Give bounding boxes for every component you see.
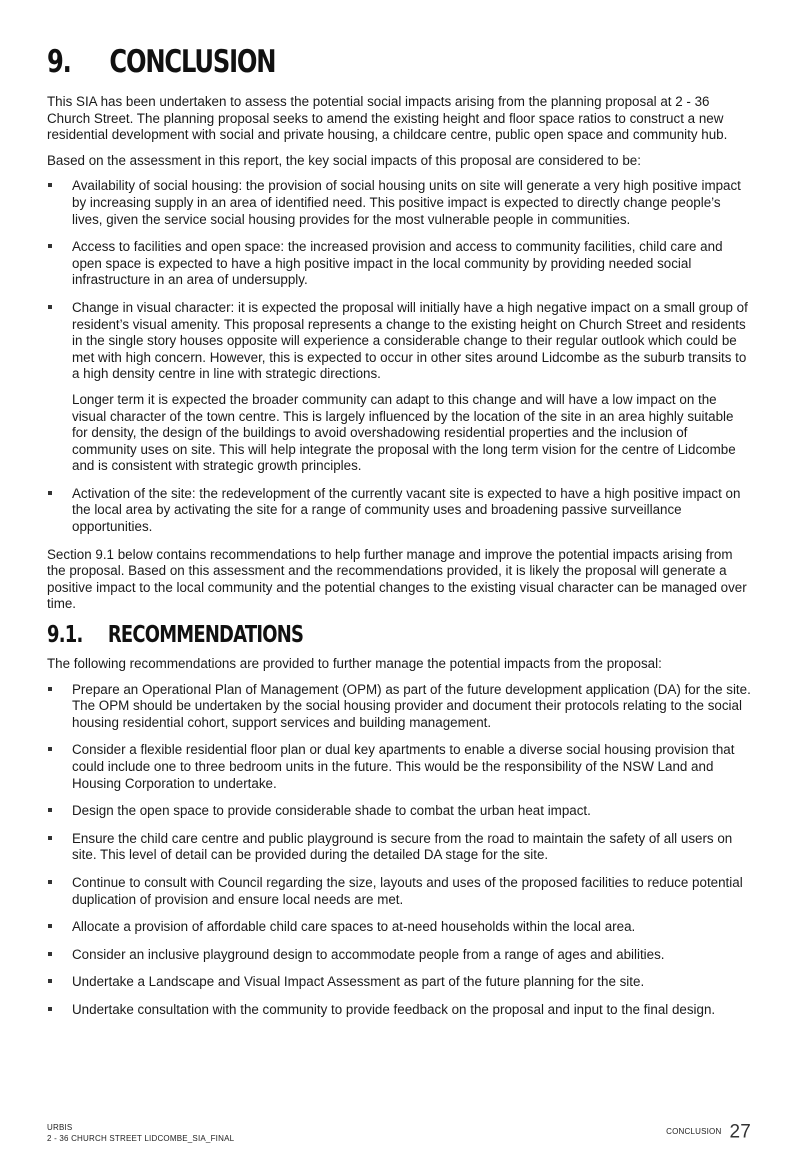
list-item: Undertake consultation with the community to provide feedback on the proposal and input to the final design. (47, 1002, 751, 1019)
list-item: Consider a flexible residential floor plan or dual key apartments to enable a diverse social housing provision that could include one to three bedroom units in the future. This would be the responsibility of the NSW Land and Housing Corporation to undertake. (47, 742, 751, 792)
intro-lead-in: Based on the assessment in this report, the key social impacts of this proposal are considered to be: (47, 152, 641, 168)
list-item: Activation of the site: the redevelopment of the currently vacant site is expected to have a high positive impact on the local area by activating the site for a range of community uses and broadening passive surveillance opportunities. (47, 486, 751, 536)
intro-paragraph: This SIA has been undertaken to assess the potential social impacts arising from the planning proposal at 2 - 36 Church Street. The planning proposal seeks to amend the existing height and floor space ratios to construct a new residential development with social and private housing, a childcare centre, public open space and community hub. (47, 94, 728, 143)
bullet-icon (48, 979, 52, 983)
section-title: CONCLUSION (109, 44, 276, 80)
document-page (47, 0, 751, 1155)
recommendations-list (47, 682, 751, 1019)
list-item: Undertake a Landscape and Visual Impact Assessment as part of the future planning for the site. (47, 974, 751, 991)
list-item: Change in visual character: it is expected the proposal will initially have a high negative impact on a small group of resident’s visual amenity. This proposal represents a change to the existing height on Church Street and residents in the single story houses opposite will experience a considerable change to their regular outlook which could be met with high concern. However, this is expected to occur in other sites around Lidcombe as the suburb transits to a high density centre in line with strategic directions. Longer term it is expected the broader community can adapt to this change and will have a low impact on the visual character of the town centre. This is largely influenced by the location of the site in an area highly suitable for density, the design of the buildings to avoid overshadowing residential properties and the inclusion of community uses on site. This will help integrate the proposal with the long term vision for the centre of Lidcombe and is consistent with strategic growth principles. (47, 300, 751, 475)
bullet-icon (48, 1007, 52, 1011)
subsection-heading (47, 622, 596, 648)
footer-company: URBIS (47, 1123, 73, 1132)
recommendations-intro: The following recommendations are provided to further manage the potential impacts from the proposal: (47, 656, 662, 672)
footer-section: CONCLUSION (666, 1127, 722, 1137)
list-item: Design the open space to provide considerable shade to combat the urban heat impact. (47, 803, 751, 820)
list-item-continuation: Longer term it is expected the broader community can adapt to this change and will have a low impact on the visual character of the town centre. This is largely influenced by the location of the site in an area highly suitable for density, the design of the buildings to avoid overshadowing residential properties and the inclusion of community uses on site. This will help integrate the proposal with the long term vision for the centre of Lidcombe and is consistent with strategic growth principles. (72, 391, 736, 474)
footer-right (666, 1121, 751, 1143)
bullet-icon (48, 880, 52, 884)
page-title (47, 44, 275, 80)
bullet-icon (48, 244, 52, 248)
footer-document-name: 2 - 36 CHURCH STREET LIDCOMBE_SIA_FINAL (47, 1134, 235, 1143)
list-item: Allocate a provision of affordable child care spaces to at-need households within the local area. (47, 919, 751, 936)
bullet-icon (48, 183, 52, 187)
subsection-title: RECOMMENDATIONS (107, 622, 304, 649)
list-item: Availability of social housing: the provision of social housing units on site will generate a very high positive impact by increasing supply in an area of identified need. This positive impact is expected to directly change people’s lives, given the service social housing provides for the most vulnerable people in communities. (47, 178, 751, 228)
list-item: Continue to consult with Council regarding the size, layouts and uses of the proposed facilities to reduce potential duplication of provision and ensure local needs are met. (47, 875, 751, 908)
page-footer (47, 1122, 751, 1144)
closing-paragraph: Section 9.1 below contains recommendations to help further manage and improve the potential impacts arising from the proposal. Based on this assessment and the recommendations provided, it is likely the proposal will generate a positive impact to the local community and the potential changes to the existing visual character can be managed over time. (47, 546, 747, 612)
impacts-list (47, 178, 751, 535)
section-number: 9. (47, 44, 71, 80)
bullet-icon (48, 491, 52, 495)
bullet-icon (48, 747, 52, 751)
page-number: 27 (729, 1121, 751, 1143)
list-item: Consider an inclusive playground design to accommodate people from a range of ages and abilities. (47, 947, 751, 964)
subsection-number: 9.1. (47, 622, 83, 649)
bullet-icon (48, 836, 52, 840)
bullet-icon (48, 687, 52, 691)
page-body (47, 94, 751, 1030)
list-item: Prepare an Operational Plan of Management (OPM) as part of the future development application (DA) for the site. The OPM should be undertaken by the social housing provider and document their protocols relating to the social housing residential cohort, support services and building management. (47, 682, 751, 732)
list-item: Access to facilities and open space: the increased provision and access to community facilities, child care and open space is expected to have a high positive impact in the local community by providing needed social infrastructure in an area of undersupply. (47, 239, 751, 289)
bullet-icon (48, 952, 52, 956)
subsection-heading-wrap (47, 622, 751, 648)
bullet-icon (48, 924, 52, 928)
bullet-icon (48, 305, 52, 309)
bullet-icon (48, 808, 52, 812)
list-item: Ensure the child care centre and public playground is secure from the road to maintain the safety of all users on site. This level of detail can be provided during the detailed DA stage for the site. (47, 831, 751, 864)
